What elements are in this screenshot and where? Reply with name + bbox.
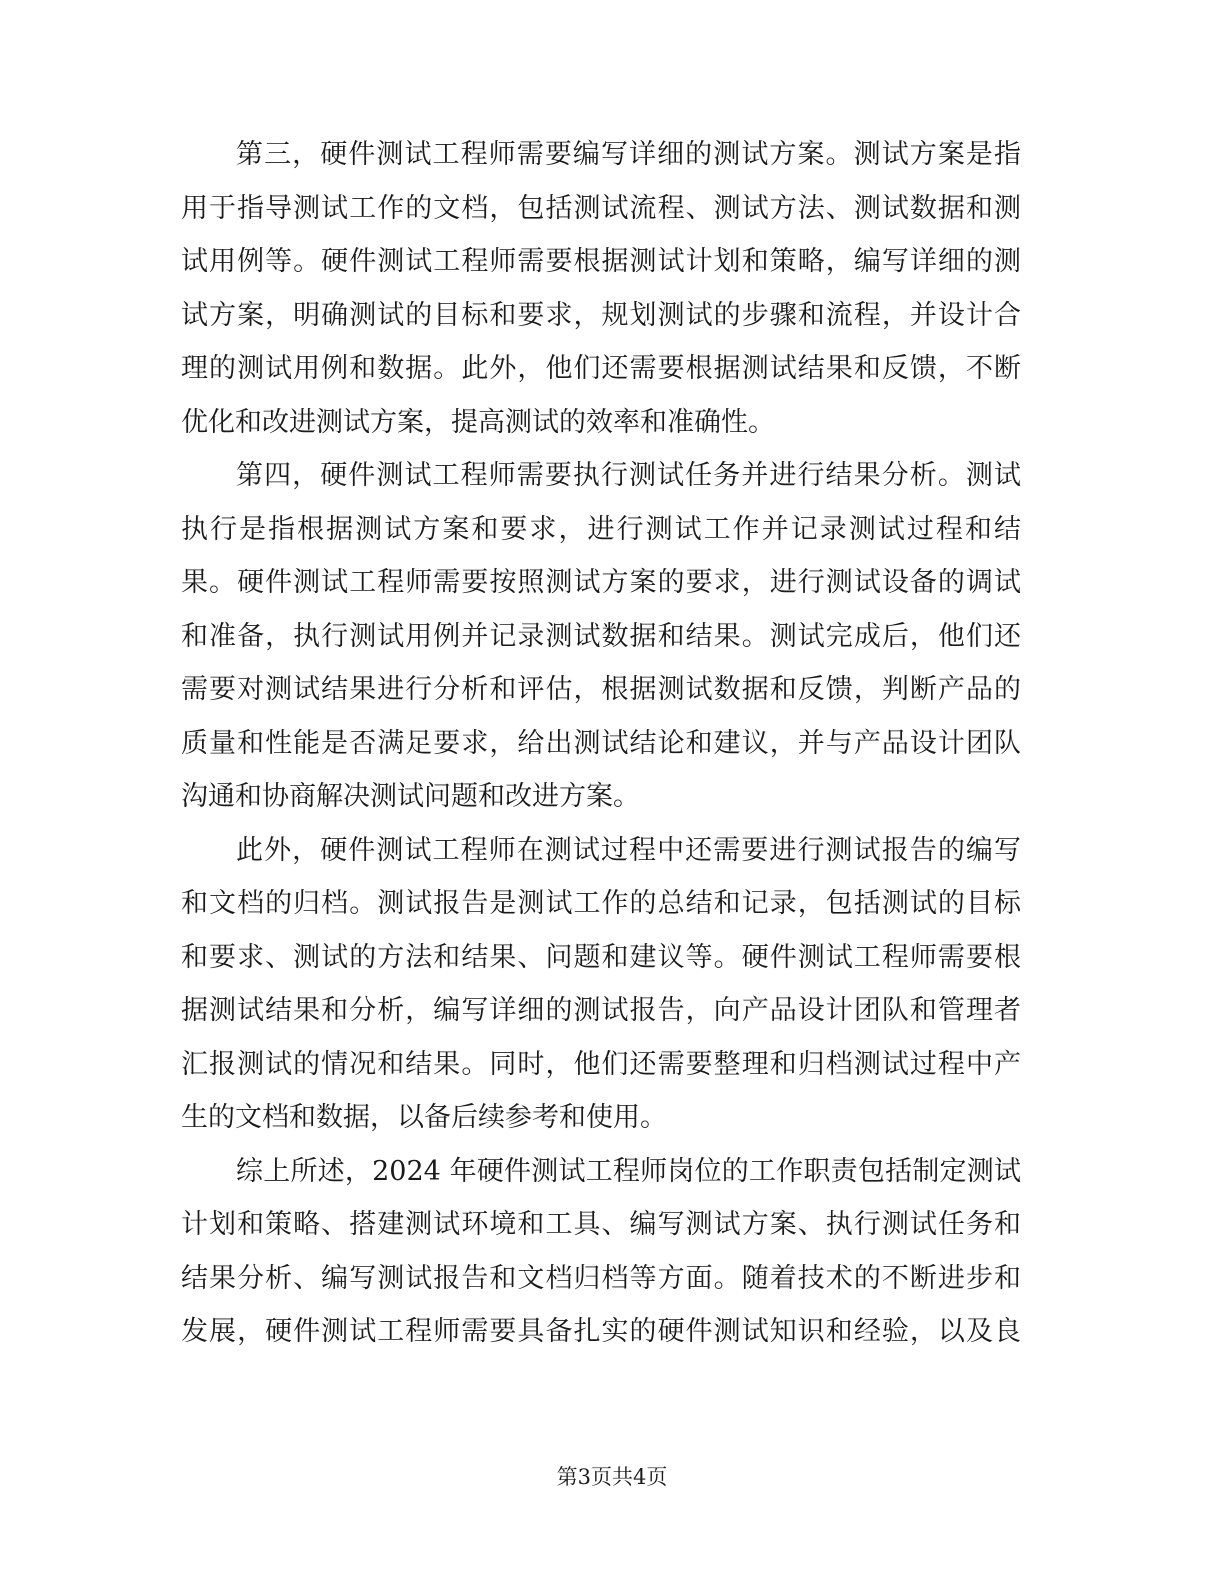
text-line: 用于指导测试工作的文档，包括测试流程、测试方法、测试数据和测 (181, 192, 1021, 224)
text-line: 理的测试用例和数据。此外，他们还需要根据测试结果和反馈，不断 (181, 353, 1021, 384)
paragraph-test-report (181, 824, 1021, 1145)
text-line: 生的文档和数据，以备后续参考和使用。 (181, 1102, 667, 1133)
text-line: 果。硬件测试工程师需要按照测试方案的要求，进行测试设备的调试 (181, 567, 1021, 598)
text-line: 试方案，明确测试的目标和要求，规划测试的步骤和流程，并设计合 (181, 299, 1021, 331)
text-line: 和要求、测试的方法和结果、问题和建议等。硬件测试工程师需要根 (181, 941, 1021, 973)
text-line: 优化和改进测试方案，提高测试的效率和准确性。 (181, 406, 775, 438)
text-line: 发展，硬件测试工程师需要具备扎实的硬件测试知识和经验，以及良 (181, 1316, 1021, 1347)
page-number-footer: 第3页共4页 (556, 1465, 668, 1489)
text-line: 需要对测试结果进行分析和评估，根据测试数据和反馈，判断产品的 (181, 674, 1021, 705)
text-line: 质量和性能是否满足要求，给出测试结论和建议，并与产品设计团队 (181, 727, 1021, 759)
paragraph-test-execution (181, 449, 1021, 824)
text-line: 执行是指根据测试方案和要求，进行测试工作并记录测试过程和结 (181, 513, 1021, 545)
text-line: 和准备，执行测试用例并记录测试数据和结果。测试完成后，他们还 (181, 620, 1021, 652)
text-line: 此外，硬件测试工程师在测试过程中还需要进行测试报告的编写 (236, 834, 1021, 866)
document-body (181, 128, 1021, 1359)
text-line: 计划和策略、搭建测试环境和工具、编写测试方案、执行测试任务和 (181, 1209, 1021, 1240)
text-line: 第四，硬件测试工程师需要执行测试任务并进行结果分析。测试 (236, 460, 1021, 491)
text-line: 和文档的归档。测试报告是测试工作的总结和记录，包括测试的目标 (181, 888, 1021, 919)
paragraph-test-plan (181, 128, 1021, 449)
paragraph-summary (181, 1145, 1021, 1359)
text-line: 第三，硬件测试工程师需要编写详细的测试方案。测试方案是指 (236, 139, 1021, 170)
text-line: 汇报测试的情况和结果。同时，他们还需要整理和归档测试过程中产 (181, 1048, 1021, 1080)
text-line: 试用例等。硬件测试工程师需要根据测试计划和策略，编写详细的测 (181, 246, 1021, 277)
text-line: 结果分析、编写测试报告和文档归档等方面。随着技术的不断进步和 (181, 1262, 1021, 1294)
text-line: 据测试结果和分析，编写详细的测试报告，向产品设计团队和管理者 (181, 995, 1021, 1026)
text-line: 综上所述，2024 年硬件测试工程师岗位的工作职责包括制定测试 (236, 1155, 1021, 1187)
text-line: 沟通和协商解决测试问题和改进方案。 (181, 781, 640, 812)
